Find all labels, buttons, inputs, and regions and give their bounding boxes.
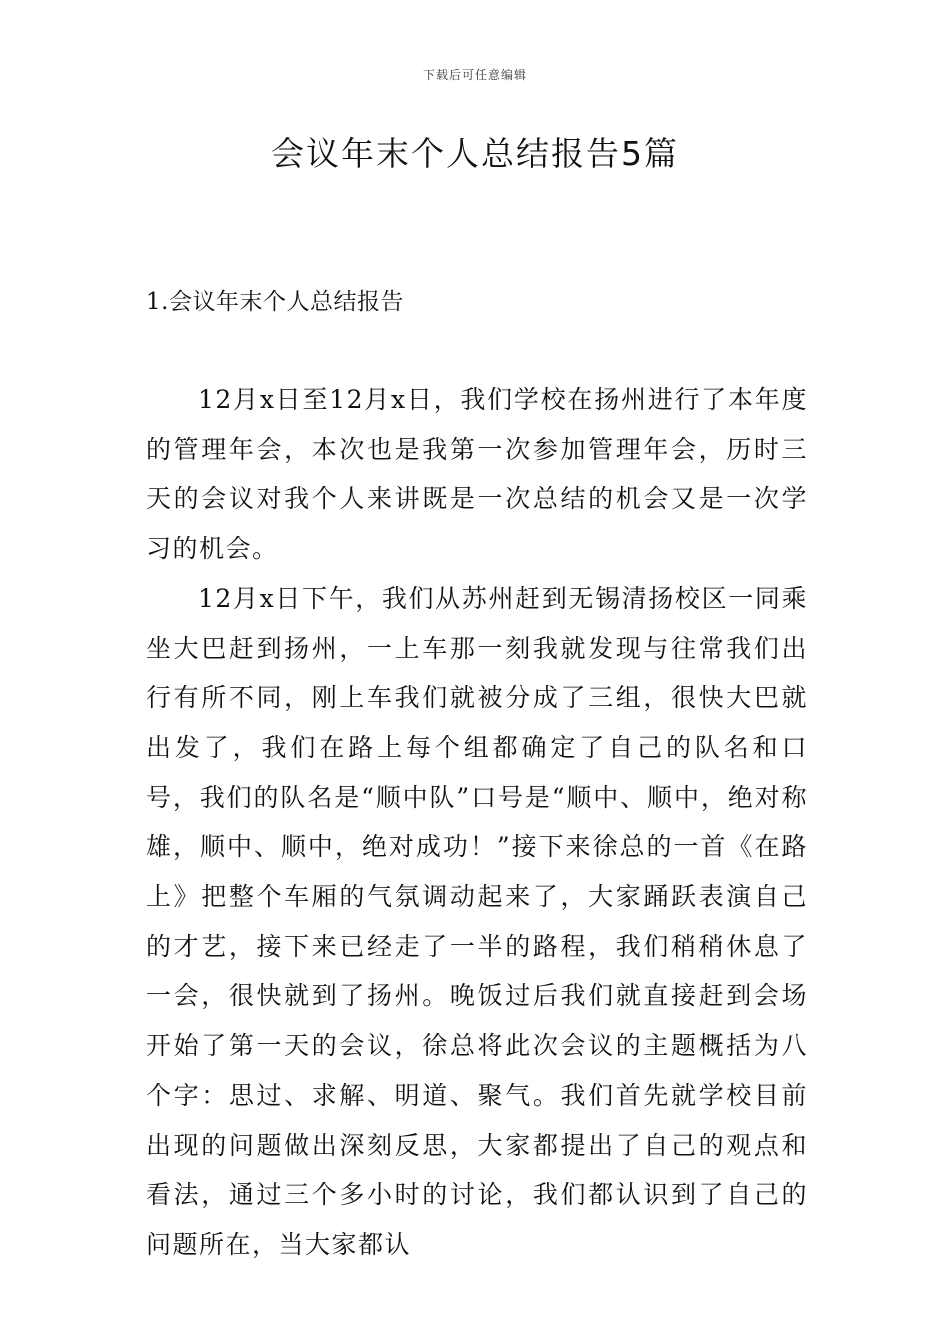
document-title: 会议年末个人总结报告5篇: [271, 134, 679, 173]
body-text: [146, 375, 808, 1270]
paragraph: 12月x日下午，我们从苏州赶到无锡清扬校区一同乘坐大巴赶到扬州，一上车那一刻我就发现与往常我们出行有所不同，刚上车我们就被分成了三组，很快大巴就出发了，我们在路上每个组都确定了自己的队名和口号，我们的队名是“顺中队”口号是“顺中、顺中，绝对称雄，顺中、顺中，绝对成功！”接下来徐总的一首《在路上》把整个车厢的气氛调动起来了，大家踊跃表演自己的才艺，接下来已经走了一半的路程，我们稍稍休息了一会，很快就到了扬州。晚饭过后我们就直接赶到会场开始了第一天的会议，徐总将此次会议的主题概括为八个字：思过、求解、明道、聚气。我们首先就学校目前出现的问题做出深刻反思，大家都提出了自己的观点和看法，通过三个多小时的讨论，我们都认识到了自己的问题所在，当大家都认: [146, 583, 808, 1259]
header-note: 下载后可任意编辑: [422, 68, 527, 82]
paragraph: 12月x日至12月x日，我们学校在扬州进行了本年度的管理年会，本次也是我第一次参加管理年会，历时三天的会议对我个人来讲既是一次总结的机会又是一次学习的机会。: [146, 385, 808, 564]
section-heading: 1.会议年末个人总结报告: [146, 289, 404, 315]
